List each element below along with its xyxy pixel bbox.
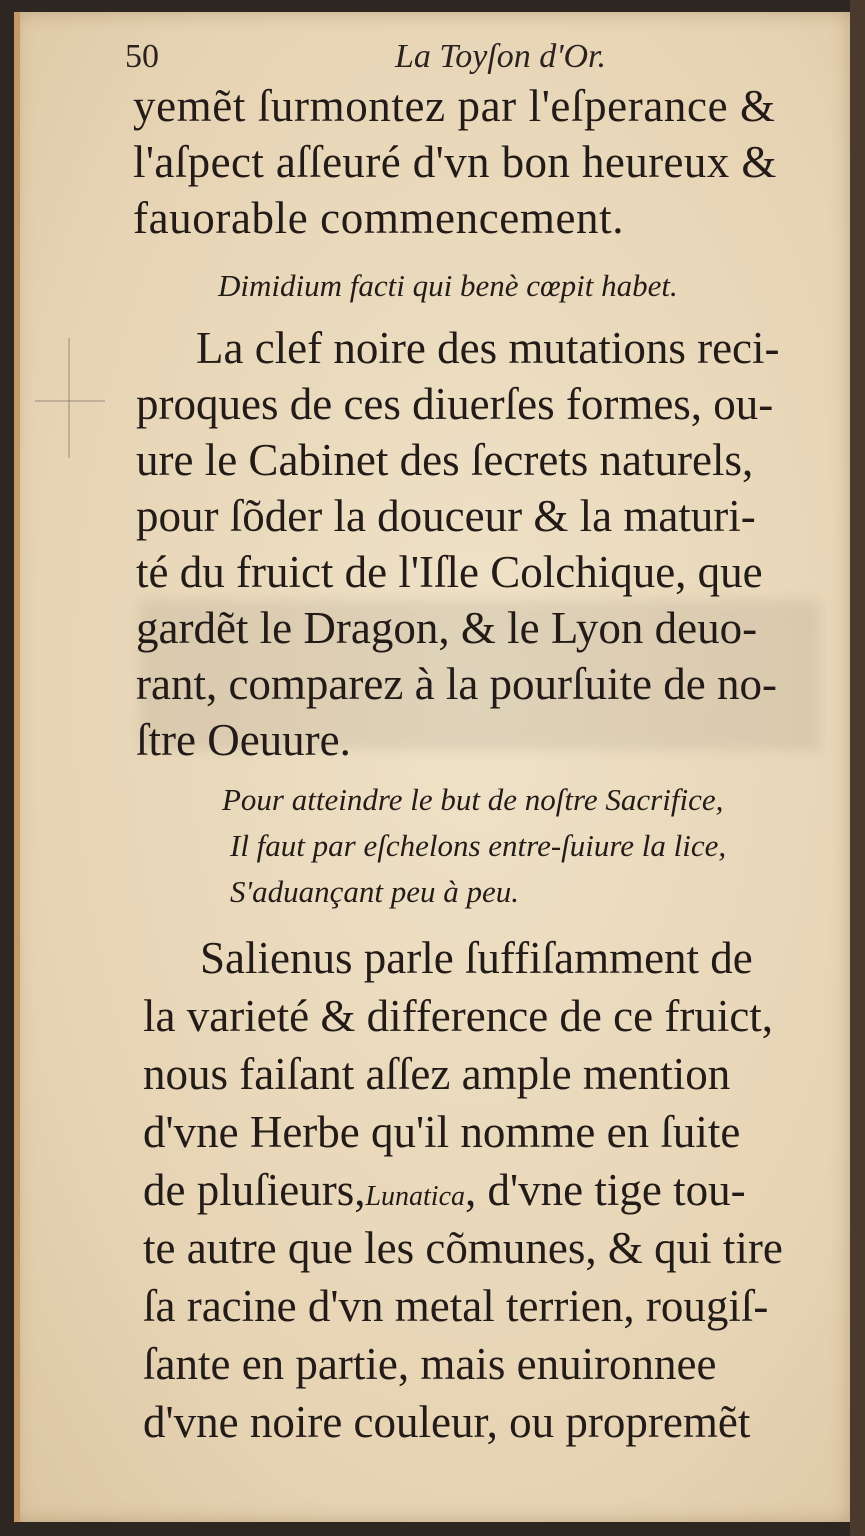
text-line: nous faiſant aſſez ample mention	[143, 1049, 731, 1099]
bleed-mark	[35, 400, 105, 402]
verse-line: Pour atteindre le but de noſtre Sacrifice,	[222, 782, 724, 817]
book-edge	[850, 0, 865, 1536]
text-line: gardẽt le Dragon, & le Lyon deuo-	[136, 603, 758, 653]
text-line	[143, 1162, 746, 1225]
text-line: La clef noire des mutations reci-	[196, 323, 780, 373]
text-line: d'vne Herbe qu'il nomme en ſuite	[143, 1107, 741, 1157]
verse-line: Il faut par eſchelons entre-ſuiure la lice,	[230, 828, 727, 863]
text-line: yemẽt ſurmontez par l'eſperance &	[133, 81, 776, 131]
text-line: la varieté & difference de ce fruict,	[143, 991, 774, 1041]
text-line: d'vne noire couleur, ou propremẽt	[143, 1397, 751, 1447]
text-line: fauorable commencement.	[133, 193, 625, 243]
text-line: proques de ces diuerſes formes, ou-	[136, 379, 774, 429]
bleed-mark	[68, 338, 70, 458]
running-title: La Toyſon d'Or.	[395, 38, 607, 75]
text-line: rant, comparez à la pourſuite de no-	[136, 659, 777, 709]
herb-name-italic: Lunatica	[365, 1181, 466, 1212]
text-line: Salienus parle ſuffiſamment de	[200, 933, 753, 983]
text-line: ure le Cabinet des ſecrets naturels,	[136, 435, 754, 485]
page-gilt-edge	[14, 12, 20, 1522]
text-span: de pluſieurs,	[143, 1165, 366, 1215]
text-line: pour ſõder la douceur & la maturi-	[136, 491, 756, 541]
text-line: te autre que les cõmunes, & qui tire	[143, 1223, 783, 1273]
text-line: ſante en partie, mais enuironnee	[143, 1339, 717, 1389]
text-line: té du fruict de l'Iſle Colchique, que	[136, 547, 763, 597]
text-line: ſtre Oeuure.	[136, 715, 351, 765]
page-number: 50	[125, 38, 159, 75]
text-line: ſa racine d'vn metal terrien, rougiſ-	[143, 1281, 769, 1331]
verse-line: S'aduançant peu à peu.	[230, 874, 520, 909]
latin-quote: Dimidium facti qui benè cœpit habet.	[218, 268, 678, 303]
text-line: l'aſpect aſſeuré d'vn bon heureux &	[133, 137, 777, 187]
text-span: , d'vne tige tou-	[465, 1165, 746, 1215]
